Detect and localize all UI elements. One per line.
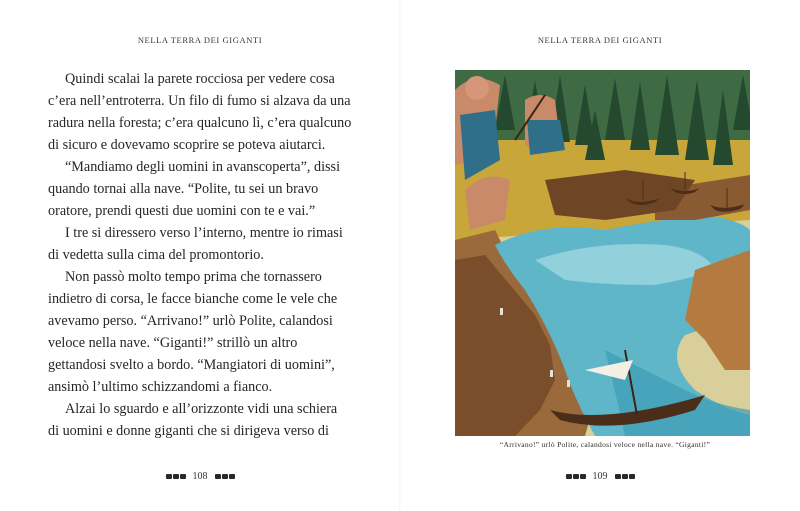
- page-number: 109: [592, 471, 608, 482]
- running-head-right: NELLA TERRA DEI GIGANTI: [537, 35, 663, 45]
- text-line: quando tornai alla nave. “Polite, tu sei un bravo: [48, 181, 319, 197]
- page-number: 108: [192, 471, 208, 482]
- illustration-caption: “Arrivano!” urlò Polite, calandosi veloce nella nave. “Giganti!”: [499, 440, 711, 449]
- text-line: veloce nella nave. “Giganti!” strillò un altro: [48, 335, 298, 351]
- text-line: I tre si diressero verso l’interno, mentre io rimasi: [65, 225, 343, 241]
- text-line: gettandosi svelto a bordo. “Mangiatori di uomini”,: [48, 357, 335, 373]
- paragraph: [48, 68, 352, 156]
- text-line: radura nella foresta; c’era qualcuno lì, c’era qualcuno: [48, 115, 352, 131]
- text-line: indietro di corsa, le facce bianche come le vele che: [48, 291, 338, 307]
- text-line: oratore, prendi questi due uomini con te e vai.”: [48, 203, 316, 219]
- text-line: Alzai lo sguardo e all’orizzonte vidi una schiera: [65, 401, 338, 417]
- text-line: c’era nell’entroterra. Un filo di fumo si alzava da una: [48, 93, 351, 109]
- body-text: [48, 68, 352, 442]
- paragraph: [48, 266, 348, 398]
- text-line: “Mandiamo degli uomini in avanscoperta”, dissi: [65, 159, 341, 175]
- text-line: ansimò l’ultimo schizzandomi a fianco.: [48, 379, 273, 395]
- text-line: di vedetta sulla cima del promontorio.: [48, 247, 264, 263]
- ornament-icon: [215, 474, 235, 479]
- running-head-left: NELLA TERRA DEI GIGANTI: [137, 35, 263, 45]
- text-line: di uomini e donne giganti che si dirigeva verso di: [48, 423, 329, 439]
- page-folio-right: [400, 471, 800, 482]
- text-line: Non passò molto tempo prima che tornassero: [65, 269, 322, 285]
- paragraph: [48, 156, 348, 222]
- paragraph: [48, 398, 348, 442]
- ornament-icon: [166, 474, 186, 479]
- text-line: Quindi scalai la parete rocciosa per vedere cosa: [65, 71, 335, 87]
- paragraph: [48, 222, 348, 266]
- ornament-icon: [615, 474, 635, 479]
- illustration-giants-cove: [455, 70, 750, 436]
- page-folio-left: [0, 471, 400, 482]
- text-line: di sicuro e dovevamo scoprire se poteva aiutarci.: [48, 137, 326, 153]
- text-line: avevamo perso. “Arrivano!” urlò Polite, calandosi: [48, 313, 333, 329]
- ornament-icon: [566, 474, 586, 479]
